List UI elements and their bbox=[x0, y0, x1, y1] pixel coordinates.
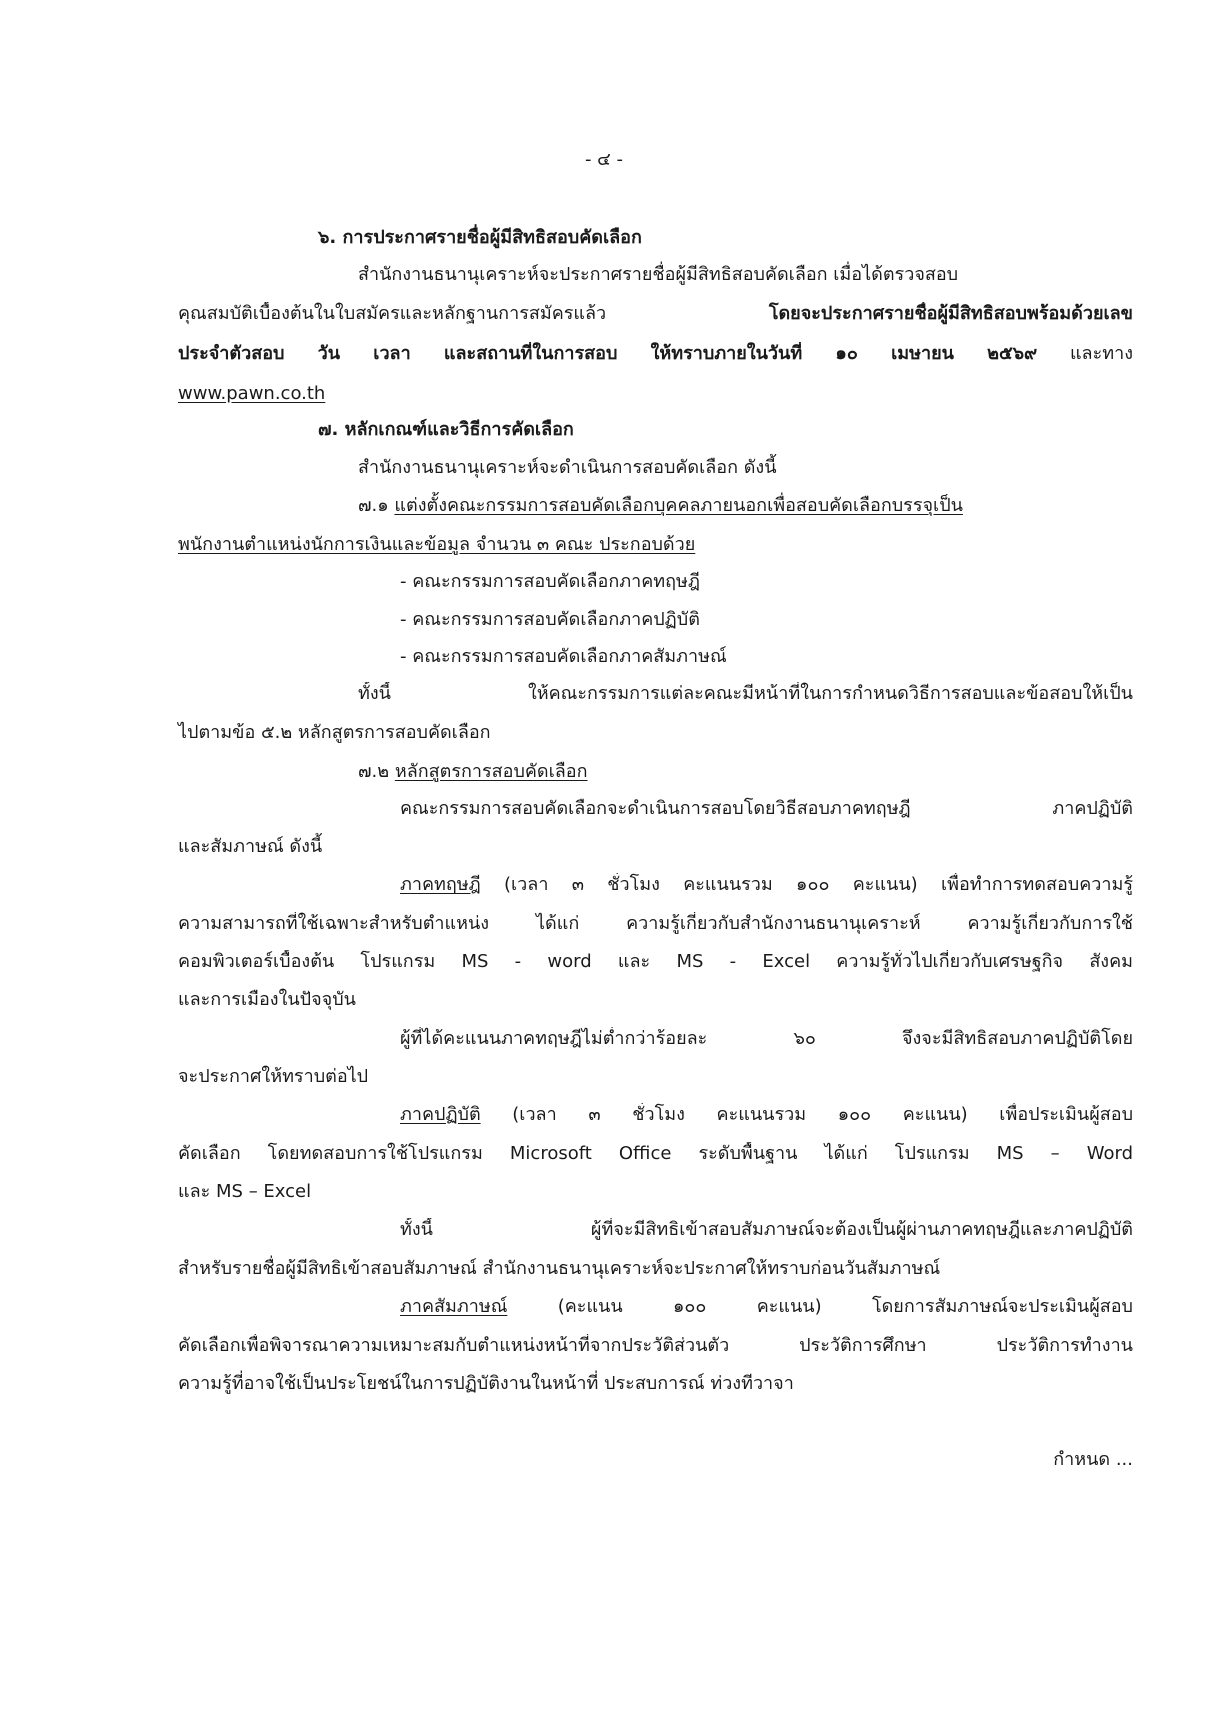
section-6-paragraph-line: คุณสมบัติเบื้องต้นในใบสมัครและหลักฐานการสมัครแล้ว โดยจะประกาศรายชื่อผู้มีสิทธิสอบพร้อมด้วยเลข bbox=[178, 303, 1133, 324]
theory-paragraph-line: ความสามารถที่ใช้เฉพาะสำหรับตำแหน่ง ได้แก่ ความรู้เกี่ยวกับสำนักงานธนานุเคราะห์ ความรู้เกี่ยวกับการใช้ bbox=[178, 913, 1133, 934]
interview-paragraph-line: คัดเลือกเพื่อพิจารณาความเหมาะสมกับตำแหน่งหน้าที่จากประวัติส่วนตัว ประวัติการศึกษา ประวัติการทำงาน bbox=[178, 1335, 1133, 1356]
practice-paragraph-line: และ MS – Excel bbox=[178, 1181, 312, 1202]
practice-paragraph-line: ภาคปฏิบัติ (เวลา ๓ ชั่วโมง คะแนนรวม ๑๐๐ คะแนน) เพื่อประเมินผู้สอบ bbox=[400, 1104, 1133, 1125]
theory-paragraph-line: ภาคทฤษฎี (เวลา ๓ ชั่วโมง คะแนนรวม ๑๐๐ คะแนน) เพื่อทำการทดสอบความรู้ bbox=[400, 874, 1133, 895]
committee-list-item: - คณะกรรมการสอบคัดเลือกภาคปฏิบัติ bbox=[400, 609, 700, 630]
section-7-1-line: ๗.๑ แต่งตั้งคณะกรรมการสอบคัดเลือกบุคคลภายนอกเพื่อสอบคัดเลือกบรรจุเป็น bbox=[358, 495, 963, 516]
section-7-2-heading: ๗.๒ หลักสูตรการสอบคัดเลือก bbox=[358, 761, 588, 782]
committee-note-line: ทั้งนี้ ให้คณะกรรมการแต่ละคณะมีหน้าที่ในการกำหนดวิธีการสอบและข้อสอบให้เป็น bbox=[358, 683, 1133, 704]
interview-eligibility-line: สำหรับรายชื่อผู้มีสิทธิเข้าสอบสัมภาษณ์ สำนักงานธนานุเคราะห์จะประกาศให้ทราบก่อนวันสัมภาษณ์ bbox=[178, 1258, 941, 1279]
section-7-2-line: คณะกรรมการสอบคัดเลือกจะดำเนินการสอบโดยวิธีสอบภาคทฤษฎี ภาคปฏิบัติ bbox=[400, 798, 1133, 819]
section-6-heading: ๖. การประกาศรายชื่อผู้มีสิทธิสอบคัดเลือก bbox=[318, 227, 642, 248]
theory-paragraph-line: และการเมืองในปัจจุบัน bbox=[178, 989, 356, 1010]
theory-pass-line: จะประกาศให้ทราบต่อไป bbox=[178, 1066, 369, 1087]
page-number: - ๔ - bbox=[584, 149, 624, 170]
section-7-2-line: และสัมภาษณ์ ดังนี้ bbox=[178, 836, 323, 857]
interview-paragraph-line: ความรู้ที่อาจใช้เป็นประโยชน์ในการปฏิบัติงานในหน้าที่ ประสบการณ์ ท่วงทีวาจา bbox=[178, 1373, 794, 1394]
committee-note-line: ไปตามข้อ ๕.๒ หลักสูตรการสอบคัดเลือก bbox=[178, 722, 491, 743]
theory-pass-line: ผู้ที่ได้คะแนนภาคทฤษฎีไม่ต่ำกว่าร้อยละ ๖๐ จึงจะมีสิทธิสอบภาคปฏิบัติโดย bbox=[400, 1028, 1133, 1049]
section-7-heading: ๗. หลักเกณฑ์และวิธีการคัดเลือก bbox=[318, 419, 574, 440]
website-link[interactable]: www.pawn.co.th bbox=[178, 383, 326, 404]
committee-list-item: - คณะกรรมการสอบคัดเลือกภาคทฤษฎี bbox=[400, 571, 700, 592]
theory-paragraph-line: คอมพิวเตอร์เบื้องต้น โปรแกรม MS - word และ MS - Excel ความรู้ทั่วไปเกี่ยวกับเศรษฐกิจ สังคม bbox=[178, 951, 1133, 972]
section-6-paragraph-line: ประจำตัวสอบ วัน เวลา และสถานที่ในการสอบ ให้ทราบภายในวันที่ ๑๐ เมษายน ๒๕๖๙ และทาง bbox=[178, 343, 1133, 364]
section-6-paragraph-line: สำนักงานธนานุเคราะห์จะประกาศรายชื่อผู้มีสิทธิสอบคัดเลือก เมื่อได้ตรวจสอบ bbox=[358, 264, 959, 285]
interview-paragraph-line: ภาคสัมภาษณ์ (คะแนน ๑๐๐ คะแนน) โดยการสัมภาษณ์จะประเมินผู้สอบ bbox=[400, 1296, 1133, 1317]
practice-paragraph-line: คัดเลือก โดยทดสอบการใช้โปรแกรม Microsoft Office ระดับพื้นฐาน ได้แก่ โปรแกรม MS – Word bbox=[178, 1143, 1133, 1164]
committee-list-item: - คณะกรรมการสอบคัดเลือกภาคสัมภาษณ์ bbox=[400, 646, 727, 667]
section-7-intro: สำนักงานธนานุเคราะห์จะดำเนินการสอบคัดเลือก ดังนี้ bbox=[358, 457, 777, 478]
continuation-marker: กำหนด ... bbox=[1053, 1449, 1133, 1470]
section-7-1-line: พนักงานตำแหน่งนักการเงินและข้อมูล จำนวน ๓ คณะ ประกอบด้วย bbox=[178, 534, 696, 555]
interview-eligibility-line: ทั้งนี้ ผู้ที่จะมีสิทธิเข้าสอบสัมภาษณ์จะต้องเป็นผู้ผ่านภาคทฤษฎีและภาคปฏิบัติ bbox=[400, 1219, 1133, 1240]
